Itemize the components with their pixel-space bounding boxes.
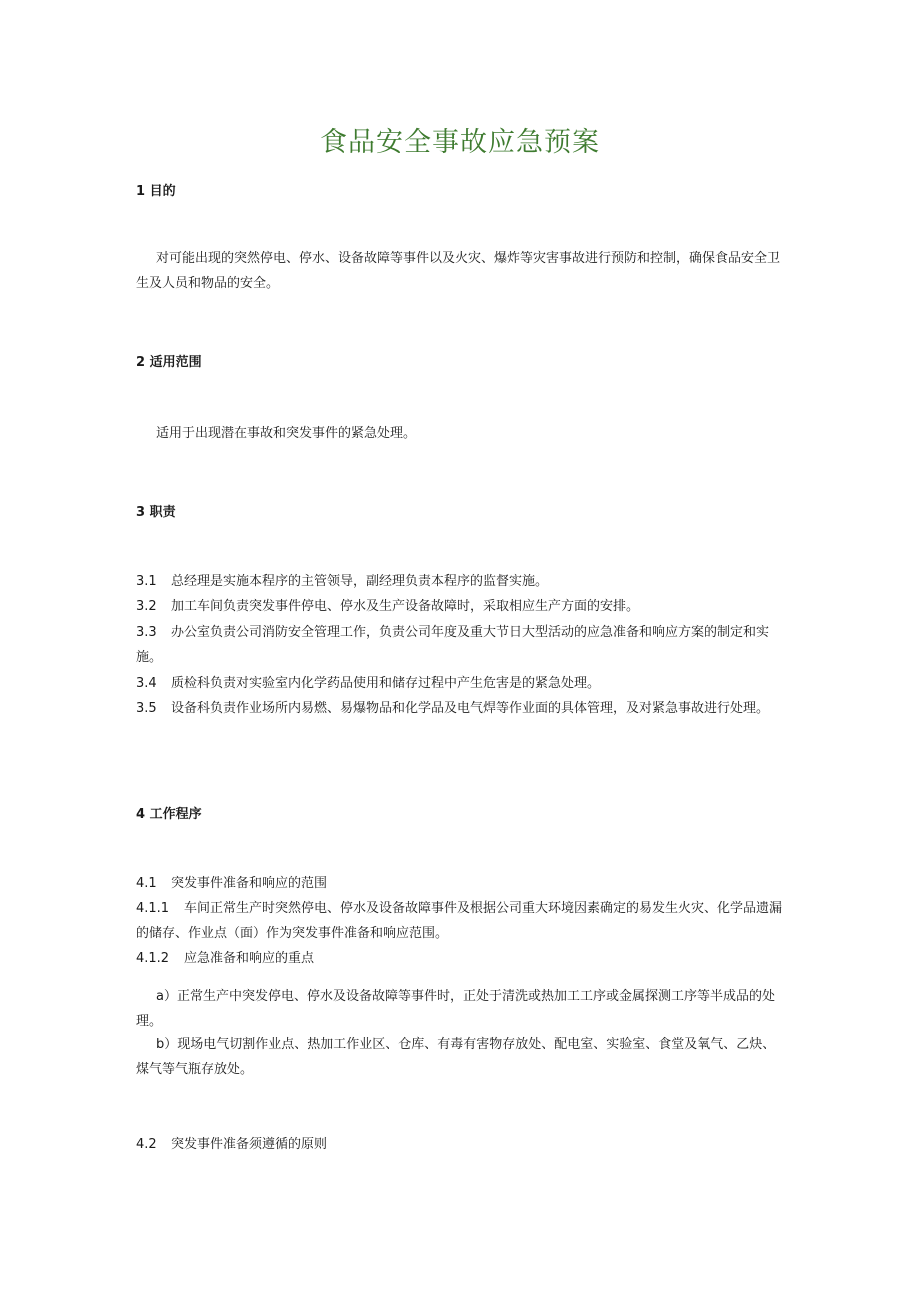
point-b: b）现场电气切割作业点、热加工作业区、仓库、有毒有害物存放处、配电室、实验室、食堂及氧气、乙炔、煤气等气瓶存放处。 <box>136 1037 776 1077</box>
item-text: 突发事件准备须遵循的原则 <box>171 1137 328 1152</box>
item-number: 4.1.1 <box>136 901 170 916</box>
section-2-text: 适用于出现潜在事故和突发事件的紧急处理。 <box>156 426 417 441</box>
subsection-4-2 <box>136 1132 786 1157</box>
list-item <box>136 569 786 594</box>
list-item <box>136 620 776 670</box>
item-number: 4.1 <box>136 876 157 891</box>
item-text: 车间正常生产时突然停电、停水及设备故障事件及根据公司重大环境因素确定的易发生火灾、化学品遗漏的储存、作业点（面）作为突发事件准备和响应范围。 <box>136 901 783 941</box>
item-number: 4.2 <box>136 1137 157 1152</box>
subsection-4-1 <box>136 871 786 896</box>
item-number: 3.1 <box>136 574 157 589</box>
point-a: a）正常生产中突发停电、停水及设备故障等事件时，正处于清洗或热加工工序或金属探测工序等半成品的处理。 <box>136 989 775 1029</box>
item-text: 总经理是实施本程序的主管领导，副经理负责本程序的监督实施。 <box>171 574 549 589</box>
item-text: 加工车间负责突发事件停电、停水及生产设备故障时，采取相应生产方面的安排。 <box>171 599 640 614</box>
item-text: 设备科负责作业场所内易燃、易爆物品和化学品及电气焊等作业面的具体管理，及对紧急事故进行处理。 <box>171 701 770 716</box>
document-title: 食品安全事故应急预案 <box>320 127 600 158</box>
section-4-heading: 4 工作程序 <box>136 807 202 822</box>
list-item <box>136 594 786 619</box>
item-number: 4.1.2 <box>136 951 170 966</box>
subsection-4-1-1 <box>136 896 786 946</box>
section-3-heading: 3 职责 <box>136 505 176 520</box>
list-item <box>136 671 786 696</box>
subsection-4-1-2 <box>136 946 786 971</box>
item-number: 3.4 <box>136 676 157 691</box>
item-text: 突发事件准备和响应的范围 <box>171 876 328 891</box>
item-number: 3.3 <box>136 625 157 640</box>
item-number: 3.5 <box>136 701 157 716</box>
item-number: 3.2 <box>136 599 157 614</box>
item-text: 质检科负责对实验室内化学药品使用和储存过程中产生危害是的紧急处理。 <box>171 676 601 691</box>
section-1-heading: 1 目的 <box>136 184 176 199</box>
item-text: 办公室负责公司消防安全管理工作，负责公司年度及重大节日大型活动的应急准备和响应方案的制定和实施。 <box>136 625 770 665</box>
item-text: 应急准备和响应的重点 <box>184 951 315 966</box>
section-1-text: 对可能出现的突然停电、停水、设备故障等事件以及火灾、爆炸等灾害事故进行预防和控制，确保食品安全卫生及人员和物品的安全。 <box>136 251 781 291</box>
section-2-heading: 2 适用范围 <box>136 355 202 370</box>
list-item <box>136 696 776 721</box>
